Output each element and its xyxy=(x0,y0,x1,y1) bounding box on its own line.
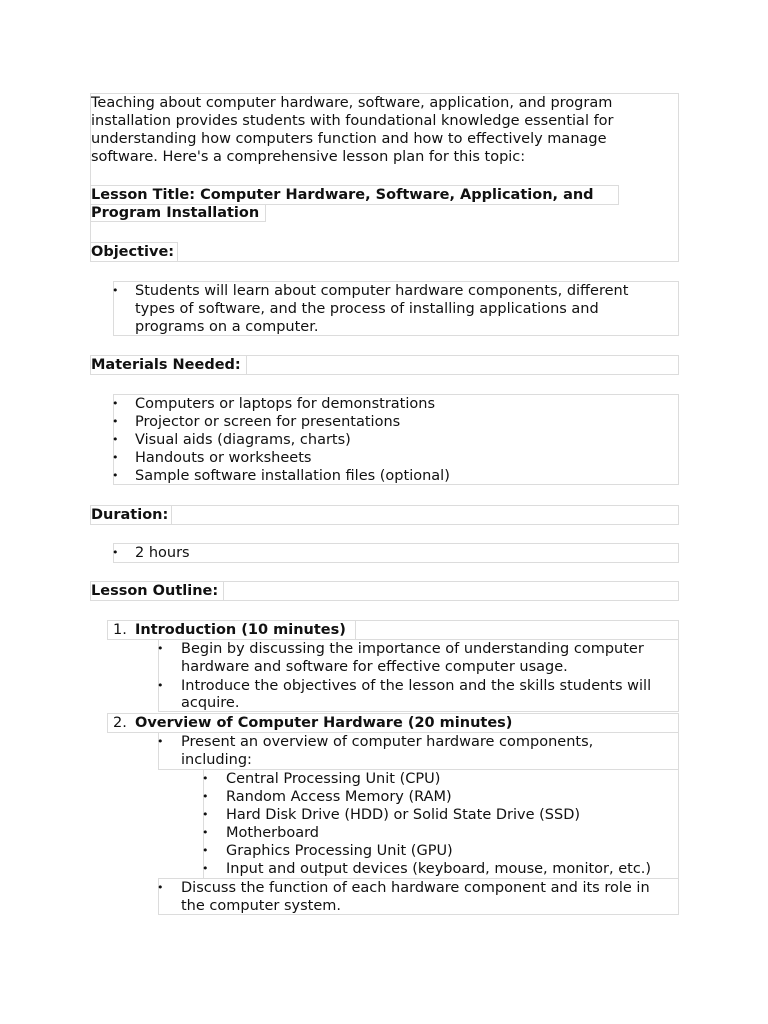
materials-bullet-5: • xyxy=(112,469,119,482)
outline-heading: Lesson Outline: xyxy=(91,583,219,599)
section-2-item-2-line-2: the computer system. xyxy=(181,898,341,914)
intro-line-2: installation provides students with foundational knowledge essential for xyxy=(91,113,614,129)
objective-item-line-2: types of software, and the process of installing applications and xyxy=(135,301,599,317)
section-1-item-2-line-2: acquire. xyxy=(181,695,240,711)
component-bullet-3: • xyxy=(202,808,209,821)
lesson-title-line-2: Program Installation xyxy=(91,205,260,221)
section-1-item-1-line-1: Begin by discussing the importance of understanding computer xyxy=(181,641,644,657)
section-2-item-1-line-1: Present an overview of computer hardware components, xyxy=(181,734,594,750)
component-item-3: Hard Disk Drive (HDD) or Solid State Drive (SSD) xyxy=(226,807,581,823)
duration-item: 2 hours xyxy=(135,545,190,561)
duration-bullet: • xyxy=(112,546,119,559)
materials-item-2: Projector or screen for presentations xyxy=(135,414,401,430)
section-2-item-1-line-2: including: xyxy=(181,752,252,768)
component-bullet-4: • xyxy=(202,826,209,839)
materials-item-5: Sample software installation files (optional) xyxy=(135,468,450,484)
materials-bullet-1: • xyxy=(112,397,119,410)
materials-bullet-4: • xyxy=(112,451,119,464)
intro-line-4: software. Here's a comprehensive lesson plan for this topic: xyxy=(91,149,526,165)
duration-heading-row xyxy=(90,505,679,525)
objective-bullet: • xyxy=(112,284,119,297)
intro-line-1: Teaching about computer hardware, software, application, and program xyxy=(91,95,613,111)
materials-item-3: Visual aids (diagrams, charts) xyxy=(135,432,351,448)
component-bullet-5: • xyxy=(202,844,209,857)
materials-item-4: Handouts or worksheets xyxy=(135,450,312,466)
duration-heading: Duration: xyxy=(91,507,169,523)
section-1-item-2-line-1: Introduce the objectives of the lesson and the skills students will xyxy=(181,678,652,694)
objective-item-line-3: programs on a computer. xyxy=(135,319,319,335)
component-item-4: Motherboard xyxy=(226,825,320,841)
section-1-bullet-1: • xyxy=(157,642,164,655)
duration-list xyxy=(113,543,679,563)
materials-heading: Materials Needed: xyxy=(91,357,241,373)
section-2-item-2-line-1: Discuss the function of each hardware component and its role in xyxy=(181,880,650,896)
component-item-6: Input and output devices (keyboard, mouse, monitor, etc.) xyxy=(226,861,652,877)
section-2-title: Overview of Computer Hardware (20 minutes) xyxy=(135,715,513,731)
section-2-number: 2. xyxy=(113,715,127,731)
materials-bullet-2: • xyxy=(112,415,119,428)
component-bullet-1: • xyxy=(202,772,209,785)
section-1-title: Introduction (10 minutes) xyxy=(135,622,346,638)
component-item-5: Graphics Processing Unit (GPU) xyxy=(226,843,453,859)
materials-item-1: Computers or laptops for demonstrations xyxy=(135,396,436,412)
component-item-1: Central Processing Unit (CPU) xyxy=(226,771,441,787)
lesson-title-line-1: Lesson Title: Computer Hardware, Software, Application, and xyxy=(91,187,594,203)
component-bullet-2: • xyxy=(202,790,209,803)
objective-item-line-1: Students will learn about computer hardware components, different xyxy=(135,283,629,299)
section-1-number: 1. xyxy=(113,622,127,638)
objective-heading: Objective: xyxy=(91,244,175,260)
section-2-bullet-1: • xyxy=(157,735,164,748)
section-1-bullet-2: • xyxy=(157,679,164,692)
component-bullet-6: • xyxy=(202,862,209,875)
section-1-item-1-line-2: hardware and software for effective computer usage. xyxy=(181,659,568,675)
component-item-2: Random Access Memory (RAM) xyxy=(226,789,452,805)
section-2-bullet-2: • xyxy=(157,881,164,894)
intro-line-3: understanding how computers function and how to effectively manage xyxy=(91,131,607,147)
materials-bullet-3: • xyxy=(112,433,119,446)
